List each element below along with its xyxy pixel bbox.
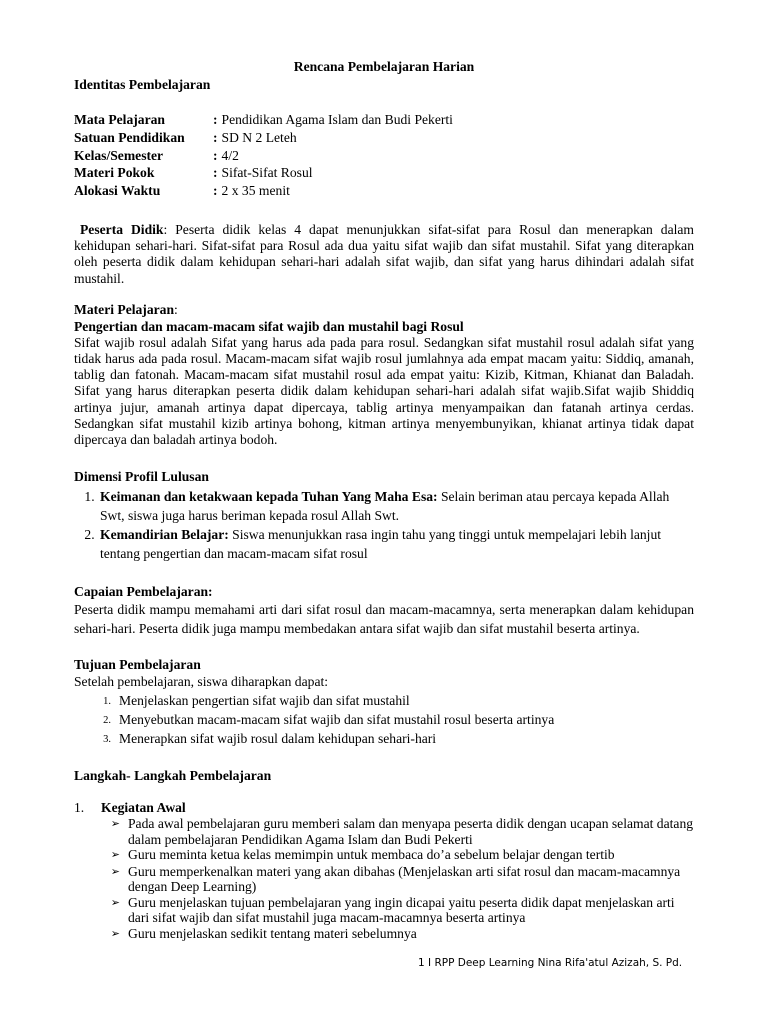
capaian-section — [74, 583, 694, 638]
list-item-text: Menjelaskan pengertian sifat wajib dan sifat mustahil — [119, 693, 410, 709]
dimensi-item-text: Siswa menunjukkan rasa ingin tahu yang tinggi untuk mempelajari lebih lanjut tentang pengertian dan macam-macam sifat rosul — [100, 527, 662, 562]
list-number: 3. — [103, 734, 111, 746]
identitas-row — [74, 129, 694, 147]
identitas-label: Mata Pelajaran — [74, 112, 165, 127]
identitas-table — [74, 111, 694, 200]
step-title: Kegiatan Awal — [101, 800, 186, 816]
identitas-value: 2 x 35 menit — [221, 183, 290, 199]
list-item — [74, 692, 694, 711]
list-number: 1. — [103, 696, 111, 708]
tujuan-list — [74, 692, 694, 749]
identitas-colon: : — [213, 112, 218, 127]
arrow-bullet-icon: ➢ — [110, 818, 120, 831]
dimensi-item-text: Selain beriman atau percaya kepada Allah Swt, siswa juga harus beriman kepada rosul Allah Swt. — [100, 489, 670, 524]
list-item-text: Guru memperkenalkan materi yang akan dibahas (Menjelaskan arti sifat rosul dan macam-macamnya dengan Deep Learning) — [128, 863, 681, 895]
document-page — [74, 58, 694, 942]
identitas-colon: : — [213, 129, 218, 145]
dimensi-heading: Dimensi Profil Lulusan — [74, 469, 209, 485]
list-item-text: Menyebutkan macam-macam sifat wajib dan sifat mustahil rosul beserta artinya — [119, 712, 555, 728]
list-item — [98, 525, 694, 563]
identitas-heading: Identitas Pembelajaran — [74, 77, 211, 92]
identitas-row — [74, 111, 694, 129]
tujuan-section — [74, 656, 694, 749]
capaian-heading: Capaian Pembelajaran: — [74, 584, 213, 600]
page-footer: 1 I RPP Deep Learning Nina Rifa'atul Azizah, S. Pd. — [418, 957, 683, 969]
dimensi-item-title: Kemandirian Belajar: — [100, 527, 229, 543]
identitas-label: Satuan Pendidikan — [74, 129, 185, 145]
dimensi-item-title: Keimanan dan ketakwaan kepada Tuhan Yang Maha Esa: — [100, 489, 438, 505]
step-number: 1. — [74, 800, 85, 816]
identitas-value: Pendidikan Agama Islam dan Budi Pekerti — [221, 112, 453, 127]
identitas-colon: : — [213, 147, 218, 163]
materi-section — [74, 301, 694, 448]
materi-subheading: Pengertian dan macam-macam sifat wajib dan mustahil bagi Rosul — [74, 318, 464, 334]
list-item — [74, 847, 694, 864]
peserta-paragraph — [74, 222, 694, 287]
list-item-text: Guru meminta ketua kelas memimpin untuk membaca do’a sebelum belajar dengan tertib — [128, 847, 615, 863]
identitas-colon: : — [213, 165, 218, 181]
list-item-text: Guru menjelaskan sedikit tentang materi sebelumnya — [128, 925, 417, 941]
identitas-value: 4/2 — [221, 147, 239, 163]
peserta-text: : Peserta didik kelas 4 dapat menunjukkan sifat-sifat para Rosul dan menerapkan dalam kehidupan sehari-hari. Sifat-sifat para Rosul ada dua yaitu sifat wajib dan sifat mustahil. Sifat yang diterapkan oleh peserta didik dalam kehidupan sehari-hari adalah sifat wajib, dan sifat yang harus dihindari adalah sifat mustahil. — [74, 221, 694, 286]
list-item — [74, 926, 694, 943]
list-item-text: Guru menjelaskan tujuan pembelajaran yang ingin dicapai yaitu peserta didik dapat menjelaskan arti dari sifat wajib dan sifat mustahil juga macam-macamnya beserta artinya — [128, 894, 675, 926]
materi-heading — [74, 301, 694, 318]
tujuan-intro: Setelah pembelajaran, siswa diharapkan dapat: — [74, 674, 329, 690]
list-item — [74, 730, 694, 749]
identitas-row — [74, 182, 694, 200]
dimensi-list — [74, 487, 694, 563]
arrow-bullet-icon: ➢ — [110, 896, 120, 909]
list-item — [74, 864, 694, 895]
materi-text: Sifat wajib rosul adalah Sifat yang harus ada pada para rosul. Sedangkan sifat mustahil rosul adalah sifat yang tidak harus ada pada rosul. Macam-macam sifat wajib rosul jumlahnya ada empat macam yaitu: Siddiq, amanah, tablig dan fatonah. Macam-macam sifat mustahil rosul ada empat yaitu: Kizib, Kitman, Khianat dan Baladah. Sifat yang harus diterapkan peserta didik dalam kehidupan sehari-hari adalah sifat wajib.Sifat wajib Shiddiq artinya jujur, amanah artinya dapat dipercaya, tablig artinya menyampaikan dan fatanah artinya cerdas. Sedangkan sifat mustahil kizib artinya bohong, kitman artinya menyembunyikan, khianat artinya tidak dapat dipercaya dan baladah artinya bodoh. — [74, 334, 694, 448]
identitas-value: SD N 2 Leteh — [221, 129, 297, 145]
identitas-label: Alokasi Waktu — [74, 183, 161, 199]
identitas-label: Kelas/Semester — [74, 147, 164, 163]
identitas-colon: : — [213, 183, 218, 199]
list-item — [74, 711, 694, 730]
identitas-row — [74, 164, 694, 182]
dimensi-section — [74, 468, 694, 563]
list-item — [74, 895, 694, 926]
peserta-label: Peserta Didik — [80, 221, 164, 237]
materi-heading-colon: : — [174, 301, 178, 317]
kegiatan-awal-list — [74, 816, 694, 942]
identitas-row — [74, 147, 694, 165]
identitas-value: Sifat-Sifat Rosul — [221, 165, 313, 181]
document-title: Rencana Pembelajaran Harian — [293, 59, 475, 74]
list-item-text: Pada awal pembelajaran guru memberi salam dan menyapa peserta didik dengan ucapan selamat datang dalam pembelajaran Pendidikan Agama Islam dan Budi Pekerti — [128, 816, 694, 847]
capaian-text: Peserta didik mampu memahami arti dari sifat rosul dan macam-macamnya, serta menerapkan dalam kehidupan sehari-hari. Peserta didik juga mampu membedakan antara sifat wajib dan sifat mustahil beserta artinya. — [74, 602, 694, 637]
arrow-bullet-icon: ➢ — [110, 927, 120, 940]
list-item-text: Menerapkan sifat wajib rosul dalam kehidupan sehari-hari — [119, 731, 437, 747]
list-number: 2. — [103, 715, 111, 727]
step-heading — [74, 800, 694, 816]
arrow-bullet-icon: ➢ — [110, 865, 120, 878]
list-item — [98, 487, 694, 525]
materi-heading-text: Materi Pelajaran — [74, 301, 175, 317]
arrow-bullet-icon: ➢ — [110, 849, 120, 862]
langkah-heading: Langkah- Langkah Pembelajaran — [74, 768, 272, 784]
identitas-label: Materi Pokok — [74, 165, 155, 181]
tujuan-heading: Tujuan Pembelajaran — [74, 657, 201, 673]
list-item — [74, 816, 694, 847]
langkah-section — [74, 767, 694, 942]
